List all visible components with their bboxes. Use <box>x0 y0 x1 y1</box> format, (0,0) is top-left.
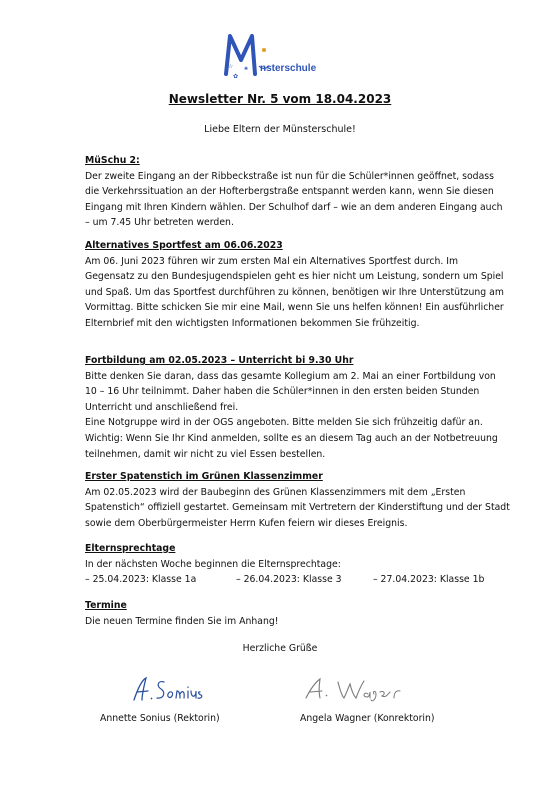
section-heading: MüSchu 2: <box>85 155 140 166</box>
section-spatenstich <box>85 469 510 531</box>
svg-text:✿: ✿ <box>233 73 239 80</box>
section-mueschu <box>85 153 510 231</box>
appointment-item: – 25.04.2023: Klasse 1a <box>85 574 197 586</box>
signature-sonius <box>128 674 208 706</box>
section-elternsprechtage <box>85 541 510 588</box>
section-heading: Fortbildung am 02.05.2023 – Unterricht bi 9.30 Uhr <box>85 355 354 366</box>
section-paragraph: Bitte denken Sie daran, dass das gesamte Kollegium am 2. Mai an einer Fortbildung von 10 – 16 Uhr teilnimmt. Daher haben die Schüler*innen in den ersten beiden Stunden Unterricht und anschließend frei. <box>85 370 496 413</box>
section-heading: Erster Spatenstich im Grünen Klassenzimmer <box>85 471 323 482</box>
section-fortbildung <box>85 353 510 462</box>
section-sportfest <box>85 238 510 332</box>
section-paragraph: Am 02.05.2023 wird der Baubeginn des Grünen Klassenzimmers mit dem „Ersten Spatenstich“ offiziell gestartet. Gemeinsam mit Vertretern der Kinderstiftung und der Stadt sowie dem Oberbürgermeister Herrn Kufen feiern wir dieses Ereignis. <box>85 486 510 529</box>
section-paragraph: Eine Notgruppe wird in der OGS angeboten. Bitte melden Sie sich frühzeitig dafür an. Wichtig: Wenn Sie Ihr Kind anmelden, sollte es an diesem Tag auch an der Notbetreuung teilnehmen, damit wir nicht zu viel Essen bestellen. <box>85 417 498 460</box>
school-logo <box>222 30 352 82</box>
greeting: Liebe Eltern der Münsterschule! <box>204 124 356 135</box>
appointment-item: – 26.04.2023: Klasse 3 <box>235 574 342 586</box>
logo-text: nsterschule <box>260 63 317 74</box>
section-paragraph: Die neuen Termine finden Sie im Anhang! <box>85 615 279 627</box>
closing-greeting: Herzliche Grüße <box>242 643 318 654</box>
section-paragraph: In der nächsten Woche beginnen die Elternsprechtage: <box>85 558 341 570</box>
signature-wagner <box>302 676 412 704</box>
svg-text:❀: ❀ <box>244 66 249 72</box>
appointment-list <box>85 572 510 588</box>
signatory-name-konrektorin: Angela Wagner (Konrektorin) <box>300 713 435 724</box>
logo-m-graphic <box>222 30 352 82</box>
section-heading: Alternatives Sportfest am 06.06.2023 <box>85 240 283 251</box>
section-termine <box>85 598 510 629</box>
section-paragraph: Am 06. Juni 2023 führen wir zum ersten Mal ein Alternatives Sportfest durch. Im Gegensatz zu den Bundesjugendspielen geht es hier nicht um Leistung, sondern um Spiel und Spaß. Um das Sportfest durchführen zu können, benötigen wir Ihre Unterstützung am Vormittag. Bitte schicken Sie mir eine Mail, wenn Sie uns helfen können! Ein ausführlicher Elternbrief mit den wichtigsten Informationen bekommen Sie frühzeitig. <box>85 255 504 329</box>
svg-text:☆: ☆ <box>228 63 234 70</box>
section-heading: Elternsprechtage <box>85 543 176 554</box>
section-paragraph: Der zweite Eingang an der Ribbeckstraße ist nun für die Schüler*innen geöffnet, sodass die Verkehrssituation an der Hofterbergstraße entspannt werden kann, wenn Sie diesen Eingang mit Ihren Kindern wählen. Der Schulhof darf – wie an dem anderen Eingang auch – um 7.45 Uhr betreten werden. <box>85 170 503 229</box>
signatory-name-rektorin: Annette Sonius (Rektorin) <box>100 713 220 724</box>
section-heading: Termine <box>85 600 127 611</box>
newsletter-title: Newsletter Nr. 5 vom 18.04.2023 <box>168 92 392 106</box>
appointment-item: – 27.04.2023: Klasse 1b <box>372 574 485 586</box>
